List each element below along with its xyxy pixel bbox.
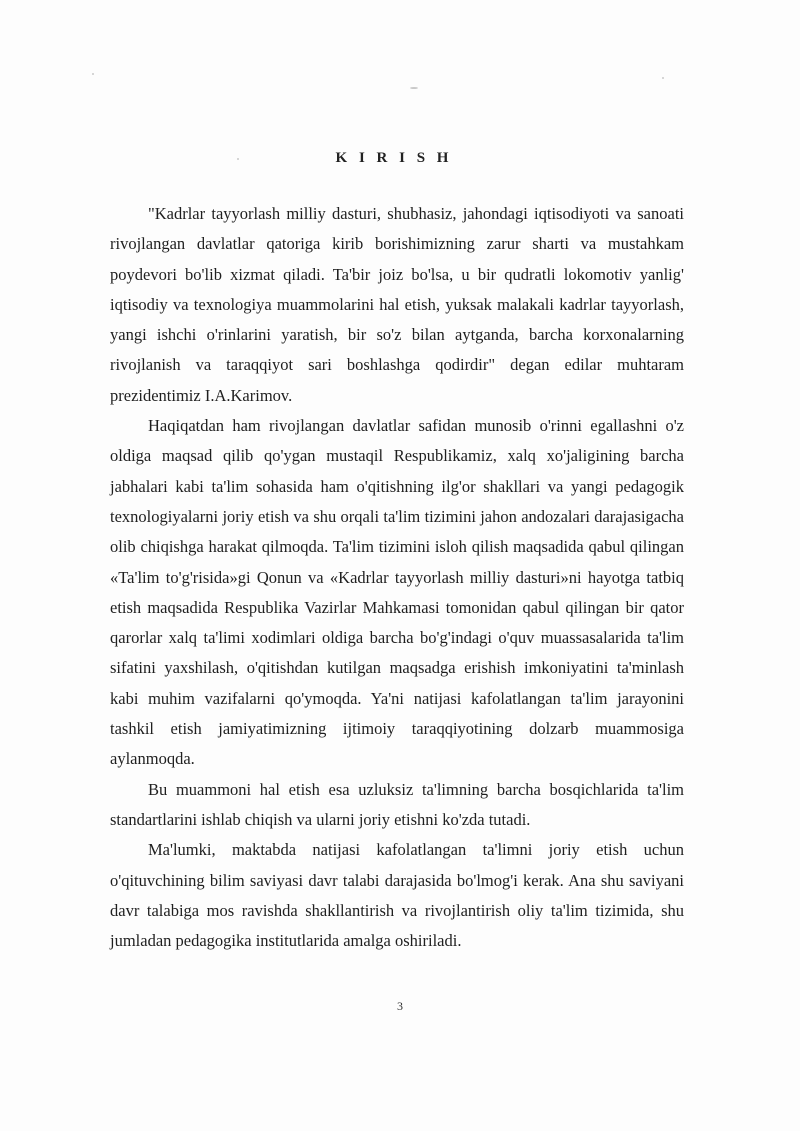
body-text: [110, 199, 684, 956]
scan-speck: [92, 73, 94, 75]
scan-speck: [662, 77, 664, 79]
paragraph: Haqiqatdan ham rivojlangan davlatlar safidan munosib o'rinni egallashni o'z oldiga maqsad qilib qo'ygan mustaqil Respublikamiz, xalq xo'jaligining barcha jabhalari kabi ta'lim sohasida ham o'qitishning ilg'or shakllari va yangi pedagogik texnologiyalarni joriy etish va shu orqali ta'lim tizimini jahon andozalari darajasigacha olib chiqishga harakat qilmoqda. Ta'lim tizimini isloh qilish maqsadida qabul qilingan «Ta'lim to'g'risida»gi Qonun va «Kadrlar tayyorlash milliy dasturi»ni hayotga tatbiq etish maqsadida Respublika Vazirlar Mahkamasi tomonidan qabul qilingan bir qator qarorlar xalq ta'limi xodimlari oldiga barcha bo'g'indagi o'quv muassasalarida ta'lim sifatini yaxshilash, o'qitishdan kutilgan maqsadga erishish imkoniyatini ta'minlash kabi muhim vazifalarni qo'ymoqda. Ya'ni natijasi kafolatlangan ta'lim jarayonini tashkil etish jamiyatimizning ijtimoiy taraqqiyotining dolzarb muammosiga aylanmoqda.: [110, 416, 684, 769]
paragraph: Ma'lumki, maktabda natijasi kafolatlangan ta'limni joriy etish uchun o'qituvchining bilim saviyasi davr talabi darajasida bo'lmog'i kerak. Ana shu saviyani davr talabiga mos ravishda shakllantirish va rivojlantirish oliy ta'lim tizimida, shu jumladan pedagogika institutlarida amalga oshiriladi.: [110, 840, 684, 951]
page-number: 3: [397, 999, 403, 1013]
section-heading: K I R I S H: [335, 150, 453, 166]
paragraph: "Kadrlar tayyorlash milliy dasturi, shubhasiz, jahondagi iqtisodiyoti va sanoati rivojlangan davlatlar qatoriga kirib borishimizning zarur sharti va mustahkam poydevori bo'lib xizmat qiladi. Ta'bir joiz bo'lsa, u bir qudratli lokomotiv yanlig' iqtisodiy va texnologiya muammolarini hal etish, yuksak malakali kadrlar tayyorlash, yangi ishchi o'rinlarini yaratish, bir so'z bilan aytganda, barcha korxonalarning rivojlanish va taraqqiyot sari boshlashga qodirdir" degan edilar muhtaram prezidentimiz I.A.Karimov.: [110, 204, 684, 405]
scan-speck: [410, 87, 418, 89]
paragraph: Bu muammoni hal etish esa uzluksiz ta'limning barcha bosqichlarida ta'lim standartlarini ishlab chiqish va ularni joriy etishni ko'zda tutadi.: [110, 779, 684, 829]
